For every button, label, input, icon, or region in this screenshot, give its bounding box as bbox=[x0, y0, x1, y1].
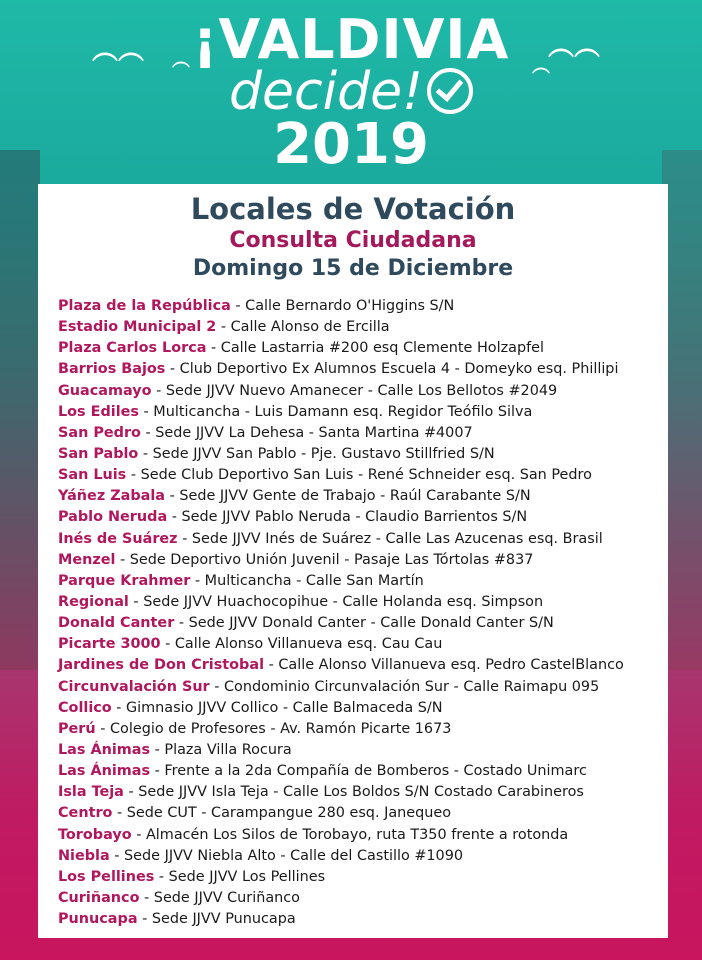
location-name: Estadio Municipal 2 bbox=[58, 319, 217, 336]
title-valdivia: ¡VALDIVIA bbox=[192, 8, 510, 71]
location-name: Donald Canter bbox=[58, 615, 175, 632]
location-address: - Sede Club Deportivo San Luis - René Schneider esq. San Pedro bbox=[126, 467, 592, 484]
location-address: - Colegio de Profesores - Av. Ramón Picarte 1673 bbox=[95, 720, 452, 737]
location-name: Isla Teja bbox=[58, 784, 124, 801]
location-address: - Calle Alonso de Ercilla bbox=[216, 319, 390, 336]
list-item bbox=[58, 803, 663, 824]
list-item bbox=[58, 571, 663, 592]
location-name: Circunvalación Sur bbox=[58, 678, 210, 695]
location-address: - Sede CUT - Carampangue 280 esq. Janequeo bbox=[112, 805, 452, 822]
location-name: Pablo Neruda bbox=[58, 509, 168, 526]
list-item bbox=[58, 296, 663, 317]
location-address: - Calle Bernardo O'Higgins S/N bbox=[230, 298, 455, 314]
location-address: - Multicancha - Luis Damann esq. Regidor Teófilo Silva bbox=[138, 403, 533, 420]
title-decide-text: decide! bbox=[229, 62, 423, 122]
background-photo-right bbox=[662, 150, 702, 670]
location-name: Los Pellines bbox=[58, 868, 155, 885]
location-name: Guacamayo bbox=[58, 382, 152, 399]
location-address: - Calle Alonso Villanueva esq. Cau Cau bbox=[160, 636, 443, 653]
panel-subtitle: Consulta Ciudadana bbox=[229, 228, 477, 253]
location-address: - Sede JJVV La Dehesa - Santa Martina #4007 bbox=[140, 424, 473, 441]
list-item bbox=[58, 761, 663, 782]
list-item bbox=[58, 529, 663, 550]
list-item bbox=[58, 888, 663, 909]
location-name: Niebla bbox=[58, 847, 110, 864]
location-name: Los Ediles bbox=[58, 403, 139, 420]
list-item bbox=[58, 634, 663, 655]
list-item bbox=[58, 740, 663, 761]
location-name: Yáñez Zabala bbox=[58, 488, 166, 505]
location-address: - Almacén Los Silos de Torobayo, ruta T350 frente a rotonda bbox=[131, 826, 569, 843]
location-address: - Plaza Villa Rocura bbox=[150, 741, 292, 758]
location-address: - Sede JJVV Inés de Suárez - Calle Las Azucenas esq. Brasil bbox=[177, 530, 603, 547]
bird-icon: ︵ bbox=[532, 56, 550, 77]
list-item bbox=[58, 677, 663, 698]
location-address: - Sede JJVV Pablo Neruda - Claudio Barrientos S/N bbox=[167, 509, 528, 526]
location-name: Jardines de Don Cristobal bbox=[58, 657, 265, 674]
location-name: Centro bbox=[58, 805, 113, 822]
bird-icon: ︵︵ bbox=[548, 32, 601, 62]
location-name: Punucapa bbox=[58, 911, 138, 928]
checkmark-icon bbox=[427, 68, 473, 114]
list-item bbox=[58, 698, 663, 719]
list-item bbox=[58, 444, 663, 465]
location-name: San Pedro bbox=[58, 424, 141, 441]
list-item bbox=[58, 317, 663, 338]
panel-date: Domingo 15 de Diciembre bbox=[192, 256, 514, 281]
location-name: Collico bbox=[58, 699, 112, 716]
locations-list bbox=[58, 296, 663, 930]
location-address: - Sede JJVV Huachocopihue - Calle Holanda esq. Simpson bbox=[128, 593, 544, 610]
list-item bbox=[58, 719, 663, 740]
list-item bbox=[58, 655, 663, 676]
list-item bbox=[58, 465, 663, 486]
bird-icon: ︵︵ bbox=[92, 36, 145, 66]
list-item bbox=[58, 338, 663, 359]
list-item bbox=[58, 423, 663, 444]
list-item bbox=[58, 825, 663, 846]
location-name: Barrios Bajos bbox=[58, 361, 166, 378]
list-item bbox=[58, 550, 663, 571]
location-name: Plaza de la República bbox=[58, 298, 231, 314]
list-item bbox=[58, 867, 663, 888]
location-address: - Sede JJVV San Pablo - Pje. Gustavo Stillfried S/N bbox=[138, 445, 495, 462]
location-address: - Condominio Circunvalación Sur - Calle Raimapu 095 bbox=[209, 678, 600, 695]
location-name: Las Ánimas bbox=[58, 763, 151, 780]
location-address: - Calle Lastarria #200 esq Clemente Holzapfel bbox=[206, 340, 545, 357]
location-address: - Calle Alonso Villanueva esq. Pedro CastelBlanco bbox=[264, 657, 624, 674]
background-photo-left bbox=[0, 150, 40, 670]
location-address: - Gimnasio JJVV Collico - Calle Balmaceda S/N bbox=[111, 699, 443, 716]
list-item bbox=[58, 613, 663, 634]
list-item bbox=[58, 507, 663, 528]
location-address: - Sede JJVV Niebla Alto - Calle del Castillo #1090 bbox=[109, 847, 464, 864]
list-item bbox=[58, 402, 663, 423]
location-name: San Luis bbox=[58, 467, 127, 484]
list-item bbox=[58, 909, 663, 930]
list-item bbox=[58, 592, 663, 613]
location-name: Curiñanco bbox=[58, 889, 140, 906]
location-name: Parque Krahmer bbox=[58, 572, 191, 589]
list-item bbox=[58, 846, 663, 867]
location-address: - Sede JJVV Gente de Trabajo - Raúl Carabante S/N bbox=[165, 488, 531, 505]
location-name: Inés de Suárez bbox=[58, 530, 178, 547]
title-year: 2019 bbox=[273, 112, 429, 177]
bird-icon: ︵ bbox=[172, 50, 190, 71]
location-address: - Sede JJVV Nuevo Amanecer - Calle Los Bellotos #2049 bbox=[151, 382, 558, 399]
location-address: - Sede JJVV Donald Canter - Calle Donald Canter S/N bbox=[174, 615, 554, 632]
list-item bbox=[58, 486, 663, 507]
location-name: Las Ánimas bbox=[58, 741, 151, 758]
location-address: - Sede JJVV Isla Teja - Calle Los Boldos S/N Costado Carabineros bbox=[123, 784, 584, 801]
panel-title: Locales de Votación bbox=[190, 192, 516, 226]
voting-locations-panel bbox=[38, 184, 668, 938]
list-item bbox=[58, 381, 663, 402]
location-address: - Sede JJVV Curiñanco bbox=[139, 889, 300, 906]
location-address: - Frente a la 2da Compañía de Bomberos - Costado Unimarc bbox=[150, 763, 587, 780]
location-name: San Pablo bbox=[58, 445, 139, 462]
location-name: Perú bbox=[58, 720, 96, 737]
location-address: - Club Deportivo Ex Alumnos Escuela 4 - Domeyko esq. Phillipi bbox=[165, 361, 619, 378]
list-item bbox=[58, 359, 663, 380]
poster-header bbox=[0, 0, 702, 185]
location-address: - Sede JJVV Punucapa bbox=[137, 911, 296, 928]
location-name: Picarte 3000 bbox=[58, 636, 161, 653]
location-name: Plaza Carlos Lorca bbox=[58, 340, 207, 357]
location-name: Menzel bbox=[58, 551, 116, 568]
location-name: Torobayo bbox=[58, 826, 132, 843]
location-name: Regional bbox=[58, 593, 129, 610]
location-address: - Sede JJVV Los Pellines bbox=[154, 868, 326, 885]
location-address: - Multicancha - Calle San Martín bbox=[190, 572, 424, 589]
location-address: - Sede Deportivo Unión Juvenil - Pasaje Las Tórtolas #837 bbox=[115, 551, 534, 568]
list-item bbox=[58, 782, 663, 803]
